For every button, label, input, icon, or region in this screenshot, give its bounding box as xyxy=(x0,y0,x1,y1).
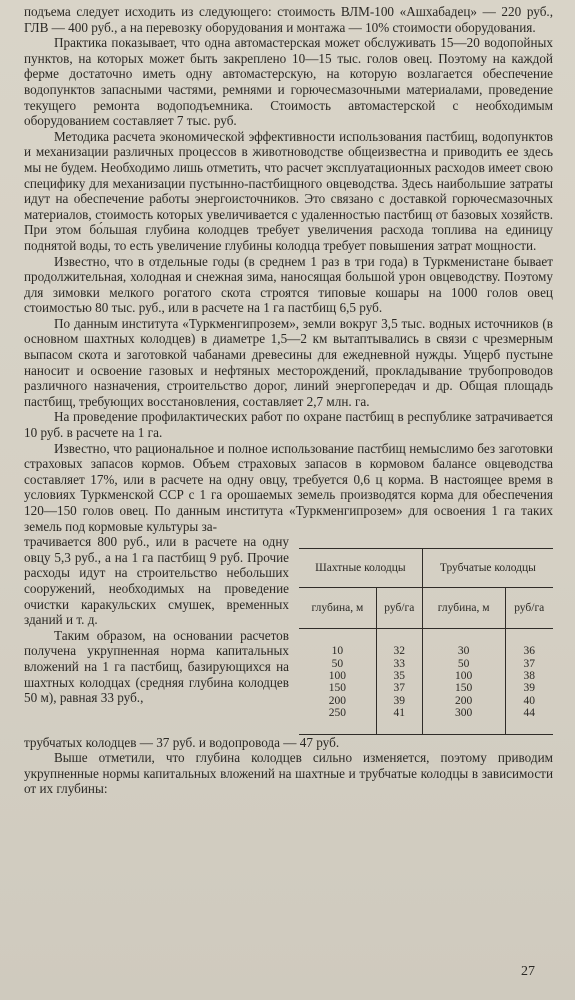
cell-rub-per-ha: 32 xyxy=(376,629,422,658)
cell-rub-per-ha: 37 xyxy=(376,682,422,694)
cell-rub-per-ha: 44 xyxy=(505,707,553,734)
col-header-depth: глубина, м xyxy=(311,601,364,614)
cell-depth: 300 xyxy=(422,707,505,734)
paragraph: Таким образом, на основании расчетов получена укрупненная норма капитальных вложений на 1 га пастбищ, базирующихся на шахтных колодцах (средняя глубина колодцев 50 м), равная 33 руб., xyxy=(24,627,289,706)
table-row xyxy=(299,629,553,658)
table-row xyxy=(299,670,553,682)
cell-depth: 150 xyxy=(328,682,347,695)
cell-rub-per-ha: 35 xyxy=(376,670,422,682)
table-row xyxy=(299,707,553,734)
paragraph: Методика расчета экономической эффективности использования пастбищ, водопунктов и механизации различных процессов в животноводстве общеизвестна и приводить ее здесь мы не будем. Необходимо лишь отметить, что расчет эксплуатационных расходов имеет свою специфику для механизации пустынно-пастбищного овцеводства. Здесь наибольшие затраты идут на обеспечение работы энергоисточников. Это связано с доставкой горючесмазочных материалов, стоимость которых увеличивается с удаленностью пастбищ от базовых хозяйств. При этом бо́льшая глубина колодцев требует увеличения расхода топлива на единицу поднятой воды, то есть увеличение глубины колодца требует повышения затрат мощности. xyxy=(24,128,553,253)
main-text xyxy=(24,4,553,534)
wells-cost-table xyxy=(299,548,553,734)
page-number: 27 xyxy=(521,964,535,979)
cell-depth: 150 xyxy=(422,682,505,694)
cell-depth: 10 xyxy=(331,645,344,658)
group-header-tube-wells: Трубчатые колодцы xyxy=(422,549,553,588)
cell-depth: 50 xyxy=(331,657,344,670)
paragraph: На проведение профилактических работ по охране пастбищ в республике затрачивается 10 руб. в расчете на 1 га. xyxy=(24,409,553,441)
cell-rub-per-ha: 39 xyxy=(376,695,422,707)
cell-depth: 100 xyxy=(328,670,347,682)
col-header-rub-per-ha: руб/га xyxy=(376,588,422,629)
cell-rub-per-ha: 38 xyxy=(505,670,553,682)
paragraph: трубчатых колодцев — 37 руб. и водопровода — 47 руб. xyxy=(24,734,340,750)
col-header-rub-per-ha: руб/га xyxy=(505,588,553,629)
cell-depth: 200 xyxy=(422,695,505,707)
group-header-shaft-wells: Шахтные колодцы xyxy=(315,561,406,574)
table-row xyxy=(299,695,553,707)
cell-rub-per-ha: 39 xyxy=(505,682,553,694)
cell-depth: 250 xyxy=(328,707,347,720)
cell-depth: 100 xyxy=(422,670,505,682)
text-with-table xyxy=(24,534,553,734)
table-row xyxy=(299,658,553,670)
cell-rub-per-ha: 36 xyxy=(505,629,553,658)
paragraph: трачивается 800 руб., или в расчете на одну овцу 5,3 руб., а на 1 га пастбищ 9 руб. Прочие расходы идут на строительство небольших сооружений, необходимых на проведение очистки каракульских смушек, временных зданий и т. д. xyxy=(24,534,289,628)
paragraph: По данным института «Туркменгипрозем», земли вокруг 3,5 тыс. водных источников (в основном шахтных колодцев) в диаметре 1,5—2 км вытаптывались в связи с чрезмерным выпасом скота и заготовкой чабанами древесины для ежедневной нужды. Ущерб пустыне наносит и освоение газовых и нефтяных месторождений, прокладывание трубопроводов различного назначения, строительство дорог, линий энергопередач и др. Общая площадь пастбищ, требующих восстановления, составляет 2,7 млн. га. xyxy=(24,315,553,409)
cell-depth: 200 xyxy=(328,694,347,707)
cell-depth: 50 xyxy=(422,658,505,670)
paragraph: Известно, что рациональное и полное использование пастбищ немыслимо без заготовки страховых запасов кормов. Объем страховых запасов в кормовом балансе овцеводства составляет 17%, или в расчете на одну овцу, требуется 0,6 ц корма. В настоящее время в условиях Туркменской ССР с 1 га орошаемых земель производятся корма для обеспечения 120—150 голов овец. По данным института «Туркменгипрозем» для освоения 1 га таких земель под кормовые культуры за- xyxy=(24,440,553,534)
closing-text xyxy=(24,735,553,797)
cell-rub-per-ha: 33 xyxy=(376,658,422,670)
table-body xyxy=(299,629,553,734)
paragraph: Практика показывает, что одна автомастерская может обслуживать 15—20 водопойных пунктов, на которых может быть закреплено 10—15 тыс. голов овец. Поэтому на каждой ферме достаточно иметь одну автомастерскую, на которую возлагается обеспечение водопунктов запасными частями, ремнями и горючесмазочными материалами, проведение текущего ремонта водоподъемника. Стоимость автомастерской с необходимым оборудованием составляет 7 тыс. руб. xyxy=(24,35,553,129)
cell-depth: 30 xyxy=(422,629,505,658)
paragraph: Выше отметили, что глубина колодцев сильно изменяется, поэтому приводим укрупненные нормы капитальных вложений на шахтные и трубчатые колодцы в зависимости от их глубины: xyxy=(24,750,553,797)
paragraph: Известно, что в отдельные годы (в среднем 1 раз в три года) в Туркменистане бывает продолжительная, холодная и снежная зима, наносящая большой урон овцеводству. Поэтому для зимовки мелкого рогатого скота строятся типовые кошары на 1000 голов овец стоимостью 80 тыс. руб., или в расчете на 1 га пастбищ 6,5 руб. xyxy=(24,253,553,316)
cell-rub-per-ha: 40 xyxy=(505,695,553,707)
table-row xyxy=(299,682,553,694)
col-header-depth: глубина, м xyxy=(422,588,505,629)
cell-rub-per-ha: 41 xyxy=(376,707,422,734)
paragraph: подъема следует исходить из следующего: стоимость ВЛМ-100 «Ашхабадец» — 220 руб., ГЛВ — 400 руб., а на перевозку оборудования и монтажа — 10% стоимости оборудования. xyxy=(24,4,553,35)
cell-rub-per-ha: 37 xyxy=(505,658,553,670)
